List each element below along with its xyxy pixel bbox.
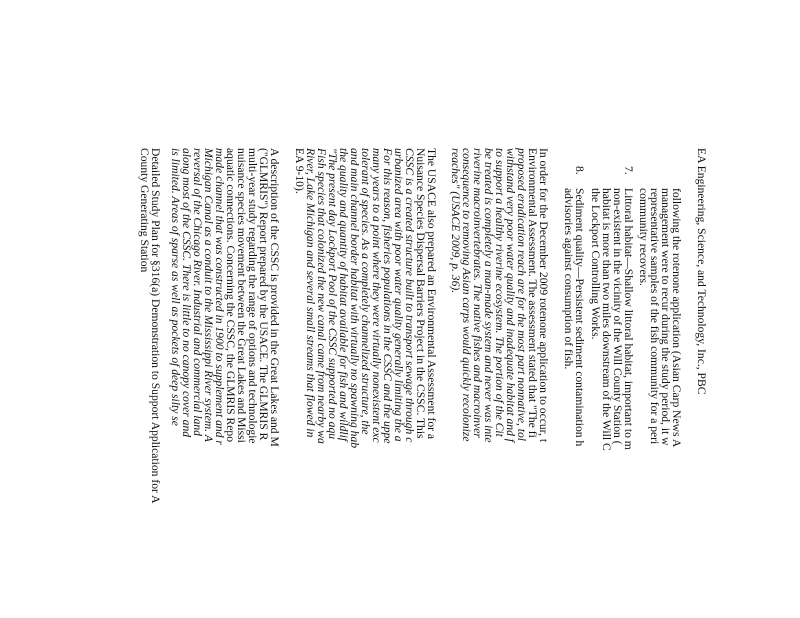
- list-item-7-line: Littoral habitat—Shallow littoral habitat, important to m: [622, 188, 635, 450]
- paragraph-1-line: consequence to removing Asian carps would quickly recolonize: [460, 148, 473, 442]
- paragraph-1-line: Environmental Assessment. The assessment stated that "The fi: [526, 148, 539, 438]
- paragraph-3-line: made channel that was constructed in 1900 to supplement and r: [213, 148, 226, 445]
- list-item-7-line: habitat is more than two miles downstream of the Will C: [600, 188, 613, 451]
- paragraph-2-line: For this reason, fisheries populations in the CSSC and the uppe: [381, 148, 394, 444]
- paragraph-3-line: nuisance species movement between the Great Lakes and Missi: [235, 148, 248, 443]
- list-item-7-number: 7.: [622, 166, 635, 175]
- paragraph-2-line: Fish species that colonized the new canal came from nearby wa: [315, 148, 328, 444]
- list-item-8-number: 8.: [573, 166, 586, 175]
- paragraph-1-line: to support a healthy riverine ecosystem. The portion of the Cit: [493, 148, 506, 437]
- paragraph-3-line: along most of the CSSC. There is little to no canopy cover and: [180, 148, 193, 438]
- list-item-8-line: advisories against consumption of fish.: [562, 188, 575, 370]
- paragraph-3-line: Michigan Canal as a conduit to the Mississippi River system. A: [202, 148, 215, 442]
- paragraph-3-line: ("GLMRIS") Report prepared by the USACE. The GLMRIS R: [257, 148, 270, 441]
- paragraph-3-line: multi-year study regarding the range of options and technologie: [246, 148, 259, 444]
- list-lead-line: management were to recur during the study period, it w: [659, 188, 672, 446]
- paragraph-1-line: In order for the December 2009 rotenone application to occur, t: [537, 148, 550, 443]
- paragraph-1-line: be treated is completely a man-made system and never was inte: [482, 148, 495, 443]
- paragraph-1-line: reaches" (USACE 2009, p. 36).: [449, 148, 462, 294]
- paragraph-2-line: "The present day Lockport Pool of the CSSC supported no aqu: [326, 148, 339, 440]
- rotated-document-text: [67, 148, 707, 618]
- paragraph-2-line: The USACE also prepared an Environmental Assessment for a: [425, 148, 438, 440]
- paragraph-2-line: many years to a point where they were virtually nonexistent exc: [370, 148, 383, 443]
- paragraph-3-line: reversal of the Chicago River. Industrial and commercial land: [191, 148, 204, 436]
- paragraph-2-line: CSSC is a created structure built to transport sewage through c: [403, 148, 416, 443]
- page-header: EA Engineering, Science, and Technology, Inc., PBC: [695, 148, 708, 395]
- paragraph-2-line: Nuisance Species Dispersal Barriers Project in the CSSC. This: [414, 148, 427, 439]
- paragraph-3-line: aquatic connections. Concerning the CSSC, the GLMRIS Repo: [224, 148, 237, 442]
- list-lead-line: representative samples of the fish community for a peri: [648, 188, 661, 445]
- paragraph-1-line: proposed eradication reach are for the most part nonnative, tol: [515, 148, 528, 442]
- page-footer-line: County Generating Station: [138, 148, 151, 273]
- page-footer-line: Detailed Study Plan for §316(a) Demonstration to Support Application for A: [149, 148, 162, 504]
- paragraph-2-line: tolerant of species. As a completely channelized structure, the: [359, 148, 372, 435]
- list-item-7-line: non-existent in the vicinity of the Will County Station (: [611, 188, 624, 445]
- list-lead-line: following the rotenone application (Asian Carp News A: [670, 188, 683, 448]
- paragraph-1-line: withstand very poor water quality and inadequate habitat and f: [504, 148, 517, 443]
- paragraph-1-line: riverine macroinvertebrates. The native fishes and macroinver: [471, 148, 484, 438]
- paragraph-3-line: is limited. Areas of sparse as well as pockets of deep silty se: [169, 148, 182, 426]
- paragraph-2-line: the quality and quantity of habitat available for fish and wildlif: [337, 148, 350, 442]
- paragraph-2-line: urbanized area with poor water quality generally limiting the a: [392, 148, 405, 442]
- list-item-7-line: the Lockport Controlling Works.: [589, 188, 602, 340]
- list-item-8-line: Sediment quality—Persistent sediment contamination h: [573, 188, 586, 447]
- list-lead-line: community recovers.: [637, 188, 650, 286]
- paragraph-3-line: A description of the CSSC is provided in the Great Lakes and M: [268, 148, 281, 447]
- paragraph-2-line: River, Lake Michigan and several small streams that flowed in: [304, 148, 317, 438]
- paragraph-2-line: and main channel border habitat with virtually no spawning hab: [348, 148, 361, 449]
- paragraph-2-line: EA 9-10).: [293, 148, 306, 194]
